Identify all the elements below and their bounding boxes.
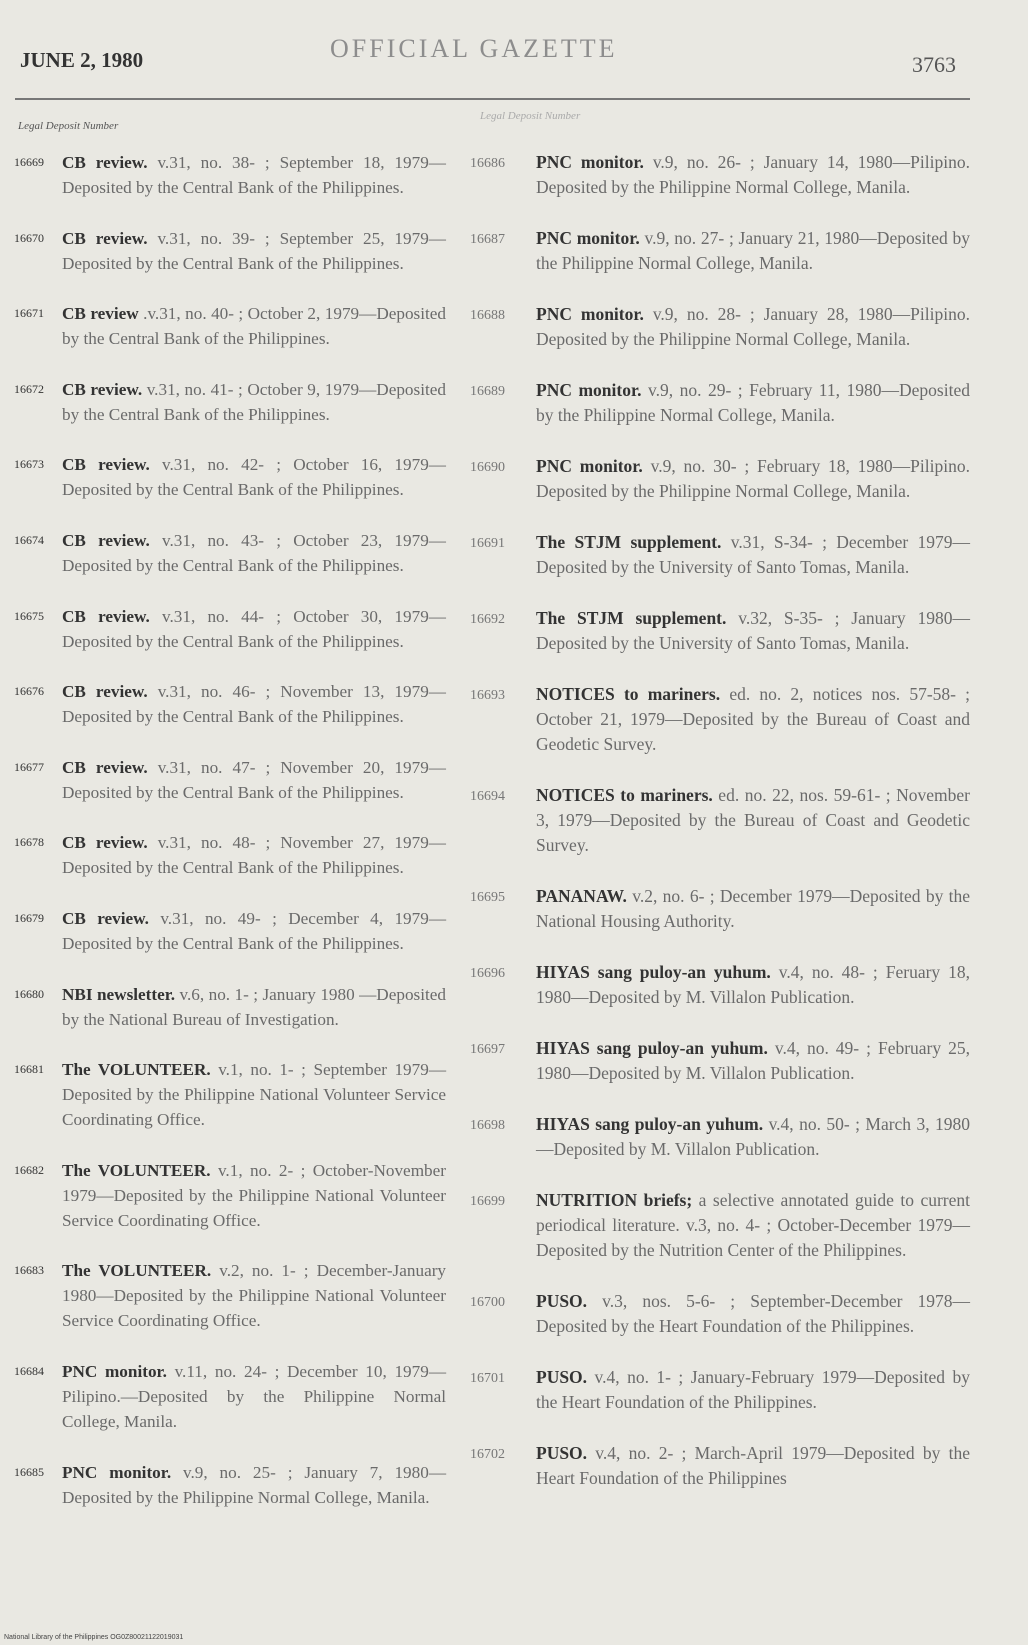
entry-title: PNC monitor. bbox=[536, 304, 644, 324]
deposit-number: 16672 bbox=[14, 381, 44, 396]
publication-title: OFFICIAL GAZETTE bbox=[330, 34, 618, 63]
entry-details: v.3, nos. 5-6- ; September-December 1978—Deposited by the Heart Foundation of the Philippines. bbox=[536, 1291, 971, 1336]
deposit-number: 16684 bbox=[14, 1363, 44, 1378]
deposit-entry bbox=[470, 1441, 970, 1491]
deposit-number: 16700 bbox=[470, 1295, 505, 1310]
entry-details: v.9, no. 29- ; February 11, 1980—Deposited by the Philippine Normal College, Manila. bbox=[536, 380, 970, 425]
entry-details: v.4, no. 49- ; February 25, 1980—Deposited by M. Villalon Publication. bbox=[536, 1038, 970, 1083]
deposit-number: 16674 bbox=[14, 532, 44, 547]
entry-details: v.6, no. 1- ; January 1980 —Deposited by the National Bureau of Investigation. bbox=[62, 984, 446, 1029]
deposit-number: 16685 bbox=[14, 1464, 44, 1479]
entry-title: The VOLUNTEER. bbox=[62, 1261, 212, 1281]
deposit-number: 16688 bbox=[470, 308, 505, 323]
issue-date: JUNE 2, 1980 bbox=[20, 48, 144, 72]
deposit-entry bbox=[470, 530, 970, 580]
deposit-number: 16687 bbox=[470, 232, 505, 247]
deposit-number: 16683 bbox=[14, 1263, 44, 1278]
deposit-entry bbox=[14, 982, 446, 1032]
deposit-entry bbox=[14, 1158, 446, 1233]
entry-details: v.31, no. 41- ; October 9, 1979—Deposited by the Central Bank of the Philippines. bbox=[62, 379, 446, 424]
deposit-number: 16691 bbox=[470, 536, 505, 551]
entry-title: The VOLUNTEER. bbox=[62, 1060, 211, 1080]
entry-title: CB review. bbox=[62, 228, 148, 248]
entry-title: PNC monitor. bbox=[536, 456, 643, 476]
deposit-entry bbox=[14, 226, 446, 276]
entry-title: PNC monitor. bbox=[536, 152, 644, 172]
deposit-number: 16686 bbox=[470, 156, 505, 171]
right-column bbox=[470, 150, 970, 1517]
entry-details: ed. no. 22, nos. 59-61- ; November 3, 1979—Deposited by the Bureau of Coast and Geodetic Survey. bbox=[536, 785, 971, 855]
deposit-number: 16701 bbox=[470, 1371, 505, 1386]
entry-title: PNC monitor. bbox=[536, 380, 642, 400]
deposit-number: 16689 bbox=[470, 384, 505, 399]
entry-details: v.9, no. 30- ; February 18, 1980—Pilipino. Deposited by the Philippine Normal College, Manila. bbox=[536, 456, 970, 501]
entry-details: v.31, no. 47- ; November 20, 1979—Deposited by the Central Bank of the Philippines. bbox=[62, 757, 446, 802]
deposit-entry bbox=[14, 377, 446, 427]
entry-details: v.4, no. 2- ; March-April 1979—Deposited by the Heart Foundation of the Philippines bbox=[536, 1443, 970, 1488]
entry-details: v.9, no. 27- ; January 21, 1980—Deposited by the Philippine Normal College, Manila. bbox=[536, 228, 970, 273]
deposit-entry bbox=[14, 679, 446, 729]
entry-title: The STJM supplement. bbox=[536, 532, 722, 552]
deposit-entry bbox=[470, 1188, 970, 1263]
deposit-number: 16692 bbox=[470, 612, 505, 627]
entry-details: v.1, no. 2- ; October-November 1979—Deposited by the Philippine National Volunteer Service Coordinating Office. bbox=[62, 1160, 447, 1230]
entry-title: CB review. bbox=[62, 455, 150, 475]
header-rule bbox=[15, 98, 970, 100]
deposit-number: 16695 bbox=[470, 890, 505, 905]
entry-title: CB review bbox=[62, 304, 139, 324]
entry-title: PUSO. bbox=[536, 1291, 588, 1311]
entry-details: v.31, no. 43- ; October 23, 1979—Deposited by the Central Bank of the Philippines. bbox=[62, 530, 446, 575]
column-label-left: Legal Deposit Number bbox=[18, 120, 119, 132]
entry-title: PNC monitor. bbox=[62, 1462, 172, 1482]
entry-details: v.4, no. 50- ; March 3, 1980—Deposited by M. Villalon Publication. bbox=[536, 1114, 971, 1159]
deposit-number: 16671 bbox=[14, 306, 44, 321]
entry-title: CB review. bbox=[62, 908, 149, 928]
deposit-entry bbox=[470, 783, 970, 858]
entry-details: v.9, no. 28- ; January 28, 1980—Pilipino. Deposited by the Philippine Normal College, Manila. bbox=[536, 304, 970, 349]
deposit-entry bbox=[14, 150, 446, 200]
deposit-entry bbox=[470, 150, 970, 200]
deposit-entry bbox=[14, 452, 446, 502]
deposit-number: 16676 bbox=[14, 684, 44, 699]
entry-title: PUSO. bbox=[536, 1367, 588, 1387]
left-column bbox=[14, 150, 446, 1535]
entry-title: CB review. bbox=[62, 606, 150, 626]
deposit-number: 16698 bbox=[470, 1118, 505, 1133]
deposit-entry bbox=[470, 454, 970, 504]
deposit-number: 16679 bbox=[14, 910, 44, 925]
deposit-entry bbox=[14, 1460, 446, 1510]
entry-title: CB review. bbox=[62, 682, 148, 702]
entry-title: CB review. bbox=[62, 757, 148, 777]
deposit-entry bbox=[470, 960, 970, 1010]
entry-details: v.11, no. 24- ; December 10, 1979—Pilipino.—Deposited by the Philippine Normal College, Manila. bbox=[62, 1361, 447, 1431]
deposit-number: 16670 bbox=[14, 230, 44, 245]
deposit-number: 16690 bbox=[470, 460, 505, 475]
deposit-number: 16682 bbox=[14, 1162, 44, 1177]
deposit-entry bbox=[14, 528, 446, 578]
entry-title: HIYAS sang puloy-an yuhum. bbox=[536, 1114, 764, 1134]
deposit-entry bbox=[470, 226, 970, 276]
deposit-number: 16677 bbox=[14, 759, 44, 774]
entry-title: PNC monitor. bbox=[62, 1361, 167, 1381]
deposit-entry bbox=[14, 301, 446, 351]
deposit-number: 16694 bbox=[470, 789, 505, 804]
deposit-number: 16699 bbox=[470, 1194, 505, 1209]
deposit-entry bbox=[14, 604, 446, 654]
deposit-entry bbox=[14, 1258, 446, 1333]
deposit-number: 16669 bbox=[14, 155, 44, 169]
entry-title: PNC monitor. bbox=[536, 228, 640, 248]
entry-title: CB review. bbox=[62, 530, 150, 550]
deposit-number: 16673 bbox=[14, 457, 44, 472]
entry-title: NUTRITION briefs; bbox=[536, 1190, 693, 1210]
scan-footer: National Library of the Philippines OG0Z80021122019031 bbox=[4, 1634, 184, 1641]
deposit-number: 16696 bbox=[470, 966, 505, 981]
entry-details: v.2, no. 6- ; December 1979—Deposited by the National Housing Authority. bbox=[536, 886, 971, 931]
entry-details: .v.31, no. 40- ; October 2, 1979—Deposited by the Central Bank of the Philippines. bbox=[62, 304, 447, 349]
entry-details: v.4, no. 1- ; January-February 1979—Deposited by the Heart Foundation of the Philippines. bbox=[536, 1367, 971, 1412]
entry-details: v.31, no. 48- ; November 27, 1979—Deposited by the Central Bank of the Philippines. bbox=[62, 833, 446, 878]
column-label-right: Legal Deposit Number bbox=[480, 110, 581, 122]
page-number: 3763 bbox=[912, 52, 956, 77]
entry-details: v.2, no. 1- ; December-January 1980—Deposited by the Philippine National Volunteer Service Coordinating Office. bbox=[62, 1261, 447, 1331]
deposit-entry bbox=[14, 906, 446, 956]
entry-title: HIYAS sang puloy-an yuhum. bbox=[536, 962, 771, 982]
entry-details: v.31, no. 49- ; December 4, 1979—Deposited by the Central Bank of the Philippines. bbox=[62, 908, 447, 953]
entry-title: The STJM supplement. bbox=[536, 608, 727, 628]
entry-details: v.31, no. 46- ; November 13, 1979—Deposited by the Central Bank of the Philippines. bbox=[62, 682, 446, 727]
deposit-number: 16678 bbox=[14, 835, 44, 850]
deposit-number: 16693 bbox=[470, 688, 505, 703]
entry-title: CB review. bbox=[62, 153, 148, 172]
deposit-number: 16675 bbox=[14, 608, 44, 623]
deposit-entry bbox=[470, 302, 970, 352]
deposit-number: 16681 bbox=[14, 1062, 44, 1077]
deposit-entry bbox=[470, 1112, 970, 1162]
deposit-number: 16697 bbox=[470, 1042, 505, 1057]
deposit-number: 16702 bbox=[470, 1447, 505, 1462]
deposit-entry bbox=[470, 682, 970, 757]
entry-title: PANANAW. bbox=[536, 886, 627, 906]
deposit-entry bbox=[14, 755, 446, 805]
deposit-entry bbox=[14, 1057, 446, 1132]
entry-details: v.31, S-34- ; December 1979—Deposited by the University of Santo Tomas, Manila. bbox=[536, 532, 971, 577]
entry-details: v.31, no. 39- ; September 25, 1979—Deposited by the Central Bank of the Philippines. bbox=[62, 228, 446, 273]
entry-details: v.31, no. 38- ; September 18, 1979—Deposited by the Central Bank of the Philippines. bbox=[62, 153, 446, 197]
entry-details: v.9, no. 26- ; January 14, 1980—Pilipino. Deposited by the Philippine Normal College, Manila. bbox=[536, 152, 970, 197]
entry-title: PUSO. bbox=[536, 1443, 588, 1463]
entry-title: CB review. bbox=[62, 833, 148, 853]
deposit-entry bbox=[470, 884, 970, 934]
entry-title: The VOLUNTEER. bbox=[62, 1160, 211, 1180]
deposit-entry bbox=[470, 378, 970, 428]
entry-details: v.31, no. 44- ; October 30, 1979—Deposited by the Central Bank of the Philippines. bbox=[62, 606, 446, 651]
deposit-entry bbox=[470, 1036, 970, 1086]
deposit-entry bbox=[470, 1289, 970, 1339]
deposit-entry bbox=[14, 830, 446, 880]
entry-title: HIYAS sang puloy-an yuhum. bbox=[536, 1038, 768, 1058]
entry-title: CB review. bbox=[62, 379, 143, 399]
entry-details: v.1, no. 1- ; September 1979—Deposited by the Philippine National Volunteer Service Coordinating Office. bbox=[62, 1060, 447, 1130]
deposit-entry bbox=[470, 606, 970, 656]
deposit-entry bbox=[14, 1359, 446, 1434]
entry-details: ed. no. 2, notices nos. 57-58- ; October 21, 1979—Deposited by the Bureau of Coast and Geodetic Survey. bbox=[536, 684, 971, 754]
entry-title: NBI newsletter. bbox=[62, 984, 176, 1004]
entry-details: a selective annotated guide to current periodical literature. v.3, no. 4- ; October-December 1979—Deposited by the Nutrition Center of the Philippines. bbox=[536, 1190, 970, 1260]
entry-details: v.9, no. 25- ; January 7, 1980—Deposited by the Philippine Normal College, Manila. bbox=[62, 1462, 447, 1507]
entry-details: v.31, no. 42- ; October 16, 1979—Deposited by the Central Bank of the Philippines. bbox=[62, 455, 446, 500]
deposit-number: 16680 bbox=[14, 986, 44, 1001]
deposit-entry bbox=[470, 1365, 970, 1415]
entry-title: NOTICES to mariners. bbox=[536, 684, 721, 704]
entry-details: v.32, S-35- ; January 1980—Deposited by the University of Santo Tomas, Manila. bbox=[536, 608, 970, 653]
entry-details: v.4, no. 48- ; Feruary 18, 1980—Deposited by M. Villalon Publication. bbox=[536, 962, 971, 1007]
entry-title: NOTICES to mariners. bbox=[536, 785, 713, 805]
